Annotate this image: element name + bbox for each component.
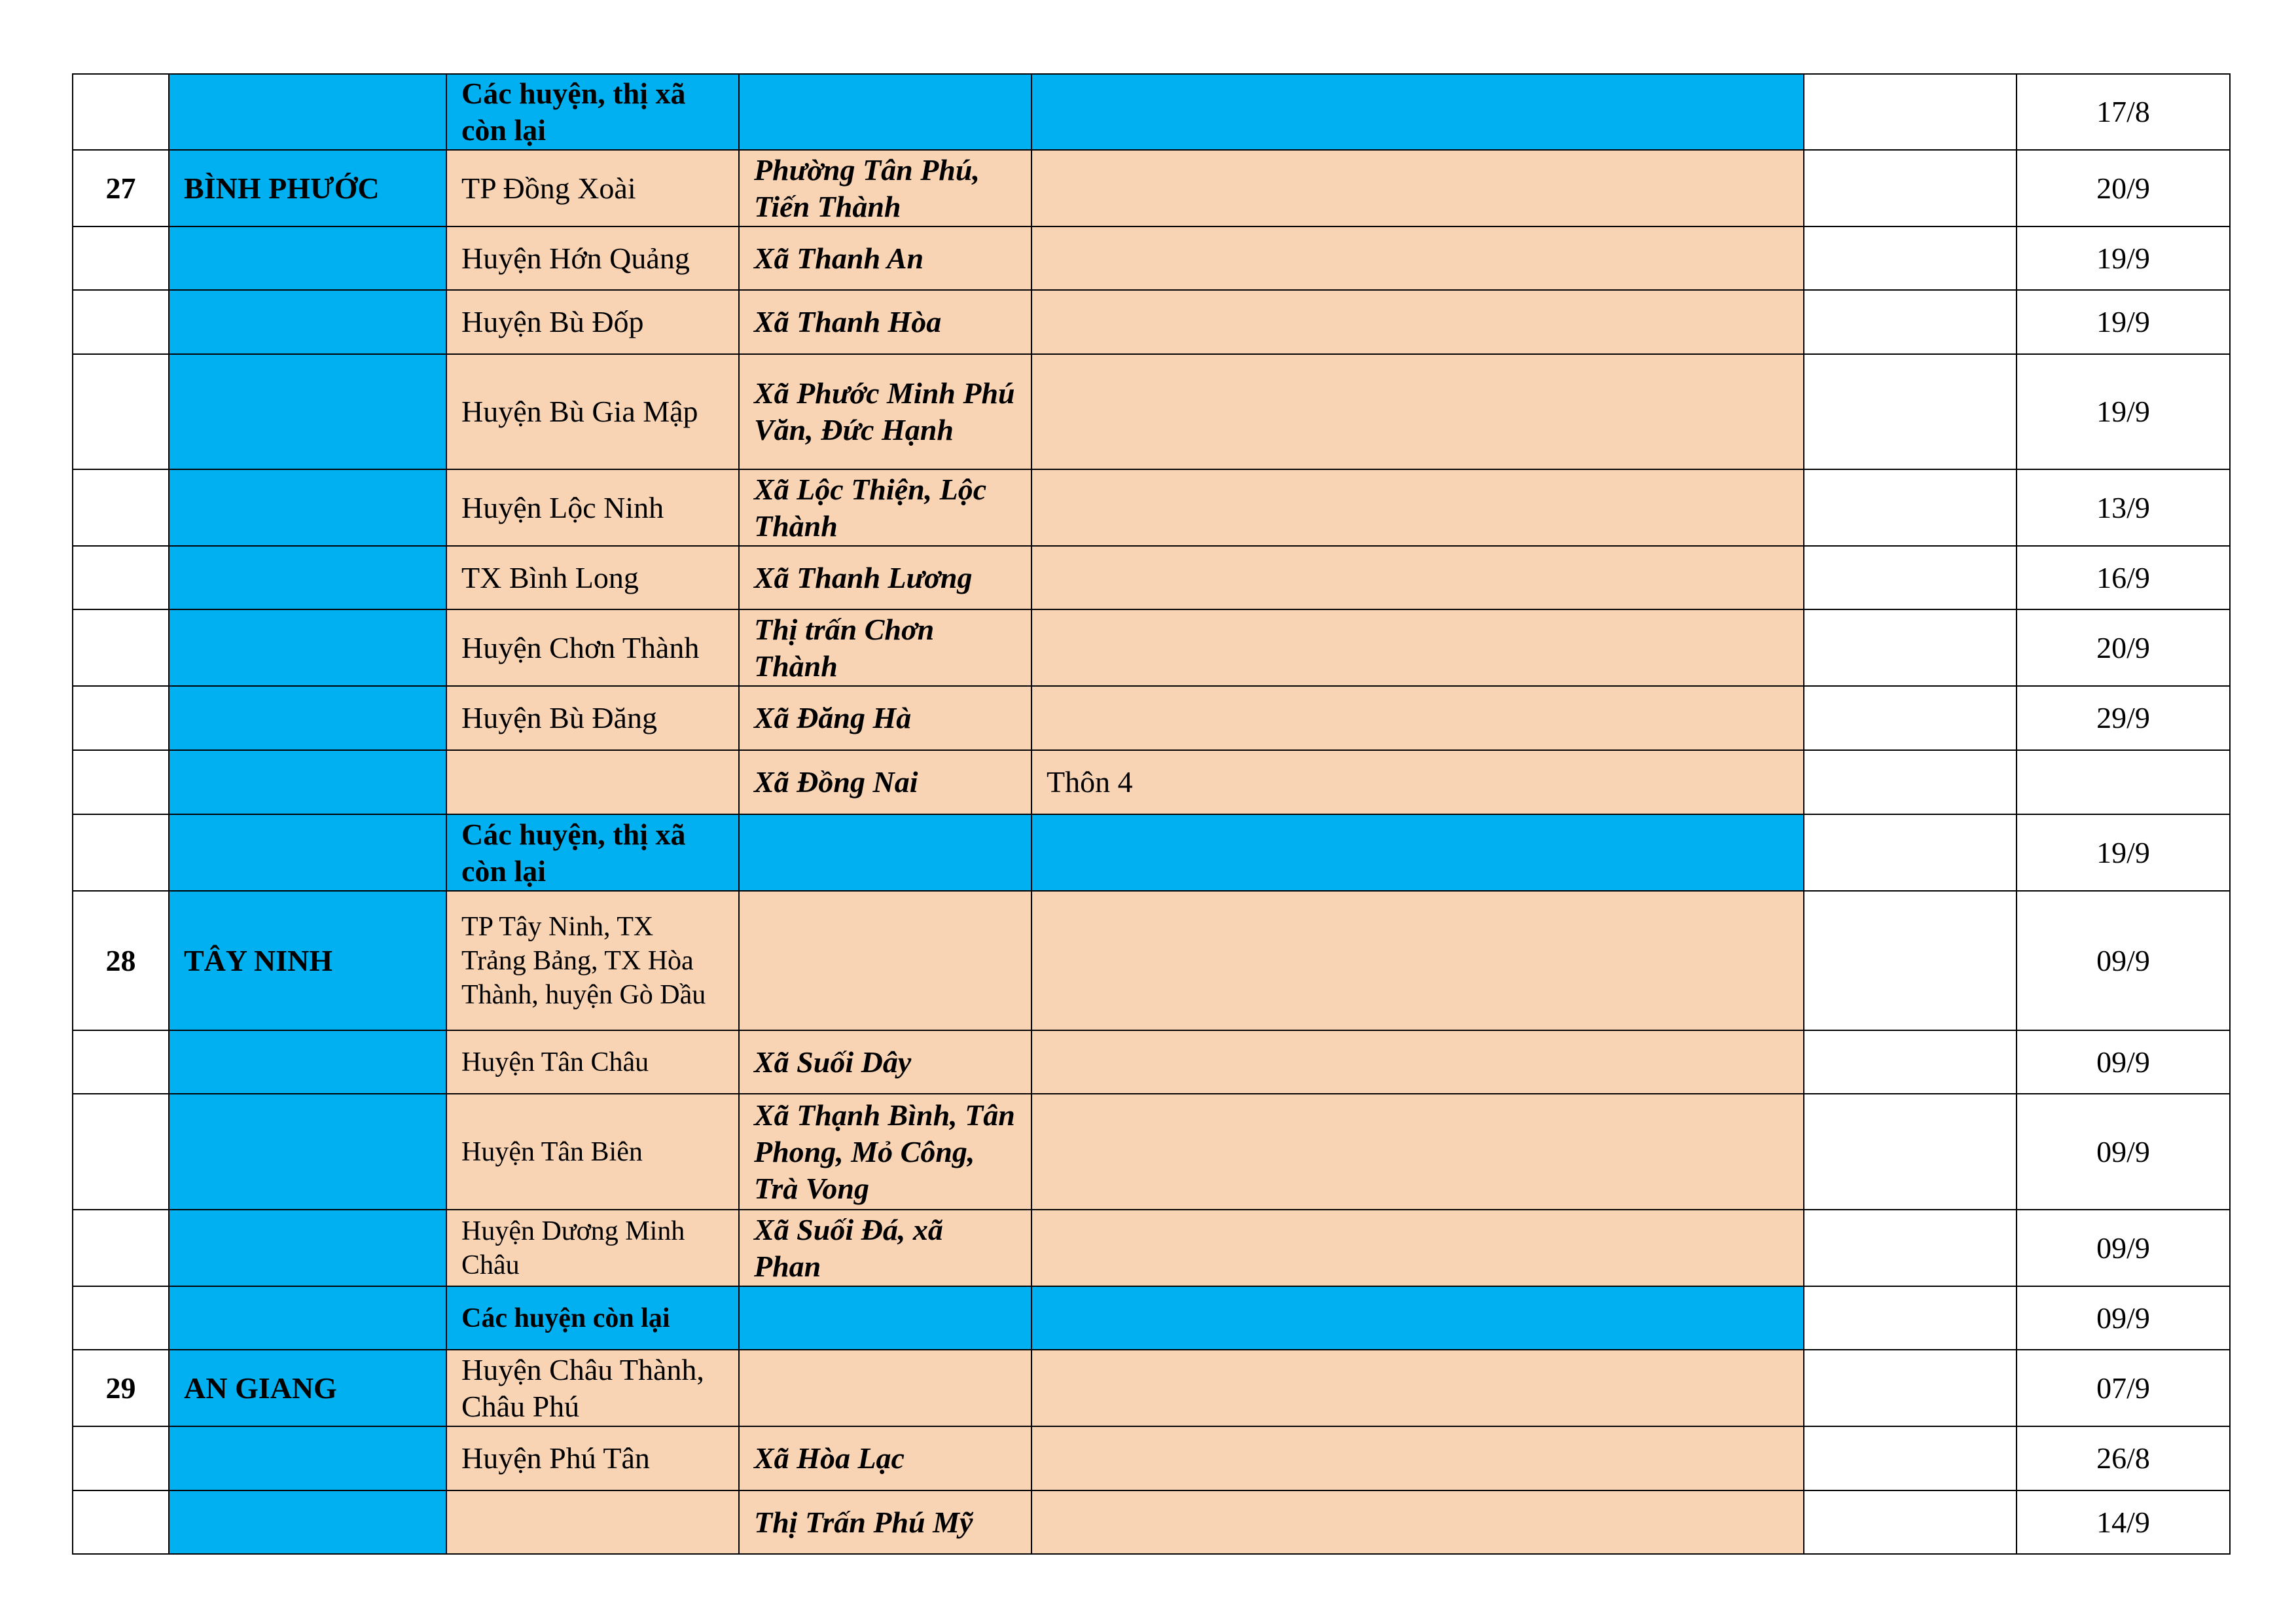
- date-cell: 14/9: [2017, 1490, 2230, 1554]
- date-cell: 09/9: [2017, 1286, 2230, 1350]
- province-cell: TÂY NINH: [169, 891, 446, 1030]
- date-cell: 09/9: [2017, 1030, 2230, 1094]
- commune-cell: Xã Phước Minh Phú Văn, Đức Hạnh: [739, 354, 1031, 469]
- date-cell: 19/9: [2017, 290, 2230, 354]
- stt-cell: [73, 686, 169, 750]
- commune-cell: Xã Thanh An: [739, 226, 1031, 290]
- commune-cell: Xã Thanh Lương: [739, 546, 1031, 609]
- table-row: [73, 354, 2230, 469]
- table-row: [73, 469, 2230, 546]
- province-cell: [169, 1094, 446, 1210]
- note-cell: [1804, 290, 2017, 354]
- area-cell: [1031, 469, 1804, 546]
- commune-cell: Xã Thạnh Bình, Tân Phong, Mỏ Công, Trà Vong: [739, 1094, 1031, 1210]
- province-cell: [169, 1286, 446, 1350]
- province-cell: [169, 290, 446, 354]
- commune-cell: Xã Đăng Hà: [739, 686, 1031, 750]
- note-cell: [1804, 354, 2017, 469]
- table-row: [73, 1210, 2230, 1286]
- date-cell: 26/8: [2017, 1426, 2230, 1490]
- note-cell: [1804, 1350, 2017, 1426]
- table-row: [73, 609, 2230, 686]
- stt-cell: [73, 814, 169, 891]
- note-cell: [1804, 1030, 2017, 1094]
- province-cell: BÌNH PHƯỚC: [169, 150, 446, 226]
- stt-cell: [73, 546, 169, 609]
- table-row: [73, 1286, 2230, 1350]
- stt-cell: 27: [73, 150, 169, 226]
- note-cell: [1804, 226, 2017, 290]
- note-cell: [1804, 1426, 2017, 1490]
- area-cell: [1031, 1094, 1804, 1210]
- note-cell: [1804, 1210, 2017, 1286]
- province-cell: [169, 469, 446, 546]
- table-body: [73, 74, 2230, 1554]
- province-schedule-table: [72, 73, 2231, 1555]
- table-row: [73, 1426, 2230, 1490]
- area-cell: [1031, 686, 1804, 750]
- area-cell: [1031, 354, 1804, 469]
- note-cell: [1804, 609, 2017, 686]
- province-cell: [169, 1490, 446, 1554]
- stt-cell: [73, 354, 169, 469]
- province-cell: [169, 74, 446, 150]
- date-cell: 17/8: [2017, 74, 2230, 150]
- note-cell: [1804, 1286, 2017, 1350]
- stt-cell: [73, 750, 169, 814]
- district-cell: [446, 1490, 739, 1554]
- table-row: [73, 1350, 2230, 1426]
- date-cell: 09/9: [2017, 891, 2230, 1030]
- district-cell: Huyện Tân Biên: [446, 1094, 739, 1210]
- province-cell: [169, 686, 446, 750]
- note-cell: [1804, 150, 2017, 226]
- note-cell: [1804, 546, 2017, 609]
- area-cell: [1031, 609, 1804, 686]
- table-row: [73, 546, 2230, 609]
- area-cell: [1031, 290, 1804, 354]
- province-cell: AN GIANG: [169, 1350, 446, 1426]
- commune-cell: Thị trấn Chơn Thành: [739, 609, 1031, 686]
- date-cell: 09/9: [2017, 1094, 2230, 1210]
- district-cell: Huyện Bù Đốp: [446, 290, 739, 354]
- note-cell: [1804, 750, 2017, 814]
- date-cell: 09/9: [2017, 1210, 2230, 1286]
- date-cell: [2017, 750, 2230, 814]
- table-row: [73, 814, 2230, 891]
- district-cell: Các huyện còn lại: [446, 1286, 739, 1350]
- date-cell: 19/9: [2017, 226, 2230, 290]
- date-cell: 20/9: [2017, 609, 2230, 686]
- note-cell: [1804, 469, 2017, 546]
- stt-cell: [73, 1490, 169, 1554]
- province-cell: [169, 750, 446, 814]
- area-cell: [1031, 74, 1804, 150]
- area-cell: [1031, 1210, 1804, 1286]
- date-cell: 13/9: [2017, 469, 2230, 546]
- table-row: [73, 1490, 2230, 1554]
- note-cell: [1804, 686, 2017, 750]
- note-cell: [1804, 74, 2017, 150]
- district-cell: Huyện Lộc Ninh: [446, 469, 739, 546]
- area-cell: Thôn 4: [1031, 750, 1804, 814]
- stt-cell: [73, 1030, 169, 1094]
- commune-cell: Xã Suối Đá, xã Phan: [739, 1210, 1031, 1286]
- note-cell: [1804, 1490, 2017, 1554]
- province-cell: [169, 814, 446, 891]
- table-row: [73, 290, 2230, 354]
- date-cell: 29/9: [2017, 686, 2230, 750]
- district-cell: Huyện Dương Minh Châu: [446, 1210, 739, 1286]
- table-row: [73, 750, 2230, 814]
- district-cell: Huyện Tân Châu: [446, 1030, 739, 1094]
- date-cell: 19/9: [2017, 814, 2230, 891]
- stt-cell: [73, 226, 169, 290]
- commune-cell: [739, 891, 1031, 1030]
- stt-cell: [73, 1094, 169, 1210]
- district-cell: TX Bình Long: [446, 546, 739, 609]
- area-cell: [1031, 1030, 1804, 1094]
- table-row: [73, 686, 2230, 750]
- date-cell: 19/9: [2017, 354, 2230, 469]
- district-cell: Các huyện, thị xã còn lại: [446, 814, 739, 891]
- province-cell: [169, 1210, 446, 1286]
- district-cell: [446, 750, 739, 814]
- area-cell: [1031, 1490, 1804, 1554]
- district-cell: Huyện Chơn Thành: [446, 609, 739, 686]
- province-cell: [169, 1030, 446, 1094]
- district-cell: Huyện Hớn Quảng: [446, 226, 739, 290]
- area-cell: [1031, 150, 1804, 226]
- area-cell: [1031, 814, 1804, 891]
- district-cell: Huyện Châu Thành, Châu Phú: [446, 1350, 739, 1426]
- area-cell: [1031, 1350, 1804, 1426]
- commune-cell: [739, 814, 1031, 891]
- table-row: [73, 1094, 2230, 1210]
- note-cell: [1804, 891, 2017, 1030]
- date-cell: 16/9: [2017, 546, 2230, 609]
- commune-cell: [739, 1286, 1031, 1350]
- commune-cell: [739, 74, 1031, 150]
- stt-cell: [73, 290, 169, 354]
- commune-cell: Phường Tân Phú, Tiến Thành: [739, 150, 1031, 226]
- table-row: [73, 74, 2230, 150]
- province-cell: [169, 354, 446, 469]
- date-cell: 07/9: [2017, 1350, 2230, 1426]
- area-cell: [1031, 1286, 1804, 1350]
- stt-cell: [73, 74, 169, 150]
- area-cell: [1031, 891, 1804, 1030]
- province-cell: [169, 226, 446, 290]
- commune-cell: Xã Đồng Nai: [739, 750, 1031, 814]
- district-cell: TP Tây Ninh, TX Trảng Bảng, TX Hòa Thành, huyện Gò Dầu: [446, 891, 739, 1030]
- stt-cell: 28: [73, 891, 169, 1030]
- commune-cell: Xã Lộc Thiện, Lộc Thành: [739, 469, 1031, 546]
- area-cell: [1031, 546, 1804, 609]
- district-cell: Huyện Bù Đăng: [446, 686, 739, 750]
- province-cell: [169, 546, 446, 609]
- note-cell: [1804, 814, 2017, 891]
- table-row: [73, 150, 2230, 226]
- commune-cell: Thị Trấn Phú Mỹ: [739, 1490, 1031, 1554]
- area-cell: [1031, 1426, 1804, 1490]
- stt-cell: [73, 609, 169, 686]
- table-row: [73, 226, 2230, 290]
- district-cell: Các huyện, thị xã còn lại: [446, 74, 739, 150]
- commune-cell: [739, 1350, 1031, 1426]
- stt-cell: [73, 469, 169, 546]
- district-cell: Huyện Phú Tân: [446, 1426, 739, 1490]
- stt-cell: [73, 1426, 169, 1490]
- province-cell: [169, 1426, 446, 1490]
- district-cell: TP Đồng Xoài: [446, 150, 739, 226]
- stt-cell: 29: [73, 1350, 169, 1426]
- district-cell: Huyện Bù Gia Mập: [446, 354, 739, 469]
- stt-cell: [73, 1286, 169, 1350]
- date-cell: 20/9: [2017, 150, 2230, 226]
- province-cell: [169, 609, 446, 686]
- commune-cell: Xã Thanh Hòa: [739, 290, 1031, 354]
- area-cell: [1031, 226, 1804, 290]
- note-cell: [1804, 1094, 2017, 1210]
- table-row: [73, 1030, 2230, 1094]
- table-row: [73, 891, 2230, 1030]
- commune-cell: Xã Hòa Lạc: [739, 1426, 1031, 1490]
- stt-cell: [73, 1210, 169, 1286]
- commune-cell: Xã Suối Dây: [739, 1030, 1031, 1094]
